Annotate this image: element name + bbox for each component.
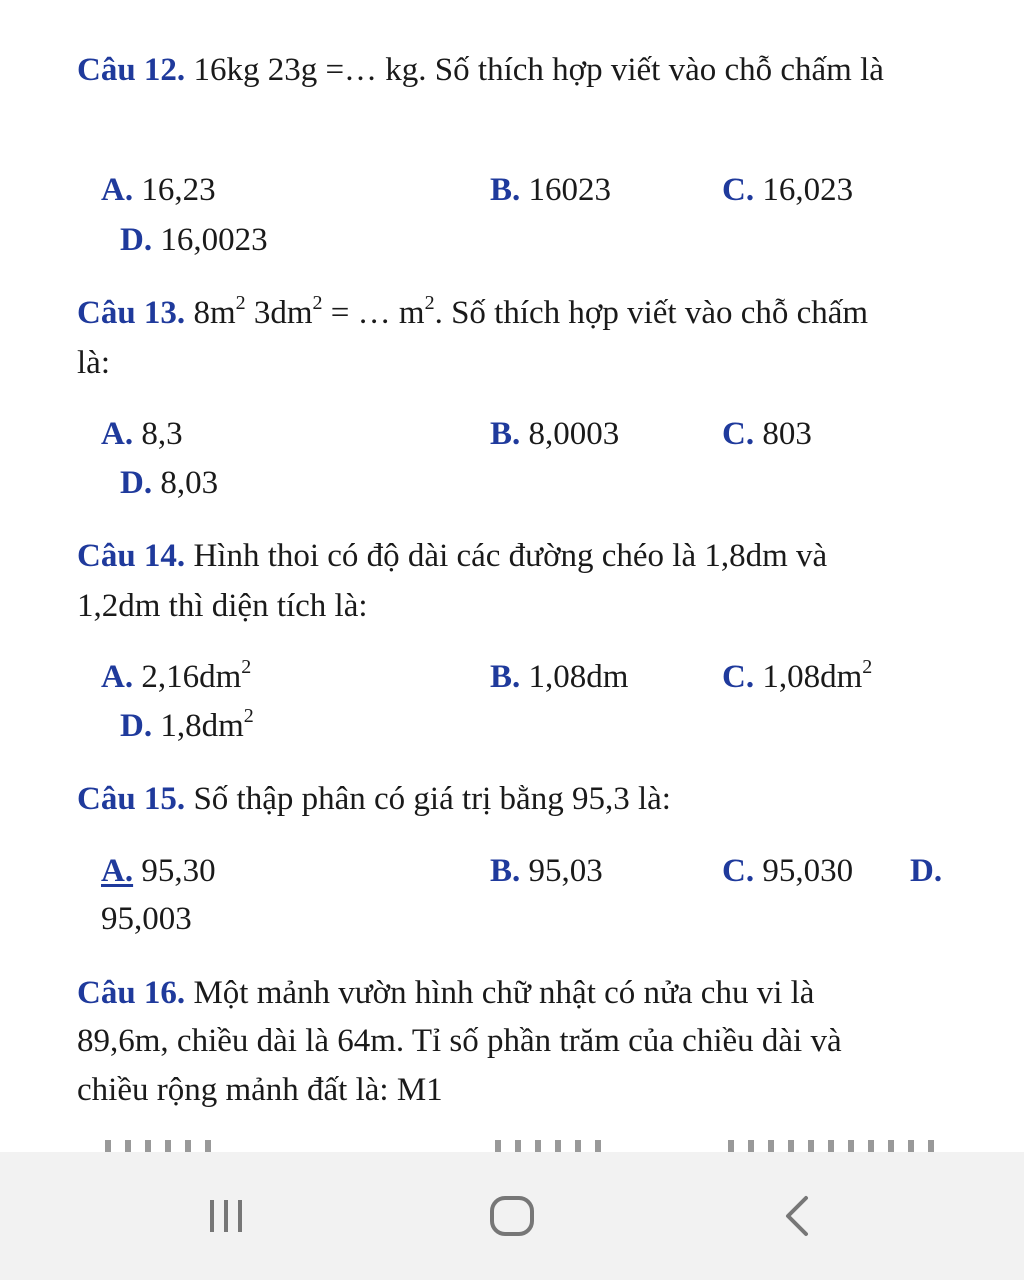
question-14-body: Hình thoi có độ dài các đường chéo là 1,8dm và [193, 538, 828, 574]
text-segment: = … m [322, 295, 425, 331]
question-15-option-d-text: 95,003 [101, 901, 192, 937]
option-label: B. [490, 416, 521, 452]
question-15-option-d-label [910, 851, 942, 891]
option-label: D. [120, 465, 153, 501]
option-text: 8,03 [160, 465, 219, 501]
question-15-option-c [722, 851, 853, 891]
question-14-text-line-2: 1,2dm thì diện tích là: [77, 588, 368, 624]
question-15-option-a [101, 851, 216, 891]
question-15-option-b [490, 851, 603, 891]
question-12-option-a [101, 170, 216, 210]
question-13-text-line-2: là: [77, 345, 110, 381]
option-label: B. [490, 659, 521, 695]
option-label: B. [490, 172, 521, 208]
navigation-bar [0, 1152, 1024, 1280]
option-label: A. [101, 172, 134, 208]
question-14-option-a [101, 657, 251, 697]
question-12-option-b [490, 170, 611, 210]
question-13-option-d [120, 463, 218, 503]
option-text: 16,023 [762, 172, 854, 208]
back-button[interactable] [758, 1184, 838, 1248]
question-13-text [77, 293, 868, 333]
option-text: 1,8dm [160, 708, 244, 744]
option-text: 803 [762, 416, 812, 452]
option-label: D. [120, 708, 153, 744]
question-14-option-b [490, 657, 628, 697]
question-13-option-b [490, 414, 619, 454]
superscript: 2 [312, 292, 323, 314]
back-icon [778, 1194, 818, 1238]
text-segment: . Số thích hợp viết vào chỗ chấm [434, 295, 869, 331]
question-16-label: Câu 16. [77, 975, 186, 1011]
option-text: 95,03 [528, 853, 603, 889]
superscript: 2 [243, 705, 254, 727]
option-label: C. [722, 172, 755, 208]
question-16-text [77, 973, 814, 1013]
question-16-text-line-3: chiều rộng mảnh đất là: M1 [77, 1072, 443, 1108]
question-12-text [77, 50, 884, 90]
question-13-body [193, 292, 869, 331]
option-label: C. [722, 416, 755, 452]
option-text: 95,30 [141, 853, 216, 889]
option-text: 8,0003 [528, 416, 620, 452]
question-15-text [77, 779, 671, 819]
option-label: B. [490, 853, 521, 889]
recent-apps-button[interactable] [186, 1184, 266, 1248]
question-14-option-c [722, 657, 872, 697]
option-label: A. [101, 416, 134, 452]
option-text: 16023 [528, 172, 612, 208]
question-12-label: Câu 12. [77, 52, 186, 88]
clipped-text-fragment [728, 1140, 948, 1152]
question-16-body: Một mảnh vườn hình chữ nhật có nửa chu vi là [193, 975, 815, 1011]
superscript: 2 [424, 292, 435, 314]
question-13-option-c [722, 414, 812, 454]
option-text: 95,030 [762, 853, 854, 889]
superscript: 2 [862, 656, 873, 678]
question-13-label: Câu 13. [77, 295, 186, 331]
option-text: 16,0023 [160, 222, 268, 258]
option-text: 8,3 [141, 416, 183, 452]
question-13-option-a [101, 414, 183, 454]
text-segment: 8m [193, 295, 236, 331]
option-label: C. [722, 853, 755, 889]
home-icon [488, 1194, 536, 1238]
option-label: D. [910, 853, 943, 889]
option-text: 1,08dm [762, 659, 863, 695]
option-label: D. [120, 222, 153, 258]
option-text: 1,08dm [528, 659, 629, 695]
question-16-text-line-2: 89,6m, chiều dài là 64m. Tỉ số phần trăm của chiều dài và [77, 1023, 842, 1059]
option-label: C. [722, 659, 755, 695]
question-12-option-d [120, 220, 268, 260]
option-text: 16,23 [141, 172, 216, 208]
recent-apps-icon [204, 1196, 248, 1236]
superscript: 2 [241, 656, 252, 678]
question-14-text [77, 536, 827, 576]
superscript: 2 [235, 292, 246, 314]
question-14-option-d [120, 706, 254, 746]
question-15-label: Câu 15. [77, 781, 186, 817]
clipped-text-fragment [495, 1140, 605, 1152]
question-12-option-c [722, 170, 853, 210]
clipped-text-fragment [105, 1140, 215, 1152]
question-12-body: 16kg 23g =… kg. Số thích hợp viết vào chỗ chấm là [193, 52, 884, 88]
option-label: A. [101, 659, 134, 695]
home-button[interactable] [472, 1184, 552, 1248]
question-14-label: Câu 14. [77, 538, 186, 574]
text-segment: 3dm [245, 295, 313, 331]
option-text: 2,16dm [141, 659, 242, 695]
question-15-body: Số thập phân có giá trị bằng 95,3 là: [193, 781, 671, 817]
option-label: A. [101, 853, 134, 889]
